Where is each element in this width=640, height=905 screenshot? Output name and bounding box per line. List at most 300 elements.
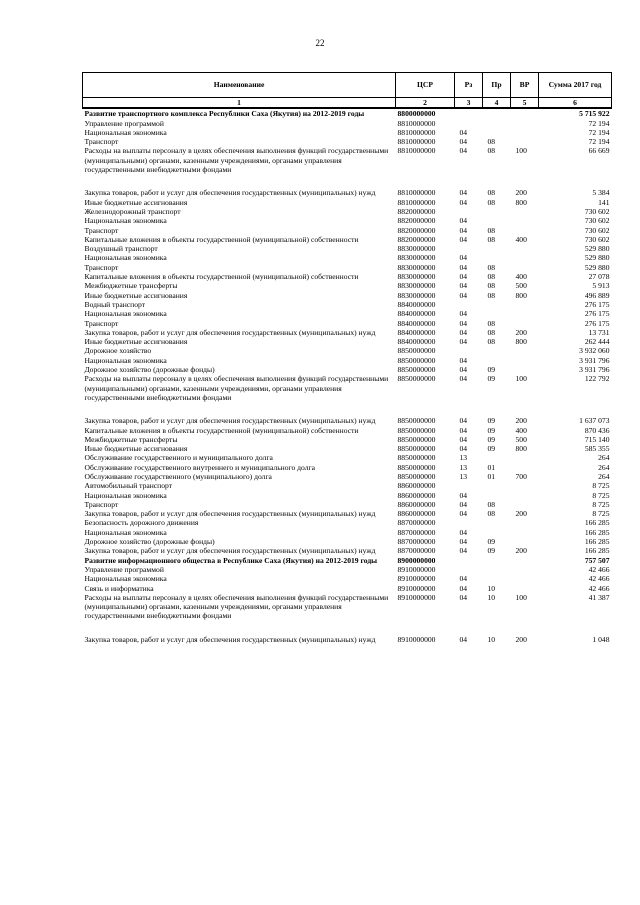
row-name: Иные бюджетные ассигнования (84, 290, 188, 300)
row-rz: 04 (459, 444, 468, 454)
row-vr (511, 453, 539, 462)
budget-table (82, 72, 612, 644)
row-vr: 200 (515, 546, 527, 556)
row-vr (511, 263, 539, 272)
column-number: 2 (396, 98, 455, 109)
table-row (83, 300, 612, 309)
row-csr: 8850000000 (397, 453, 436, 463)
row-pr: 08 (487, 327, 496, 337)
row-name: Национальная экономика (84, 309, 167, 319)
row-pr (483, 119, 511, 128)
row-vr (511, 137, 539, 146)
row-vr (511, 119, 539, 128)
row-name: Национальная экономика (84, 527, 167, 537)
row-csr: 8840000000 (397, 299, 436, 309)
row-name: Водный транспорт (84, 299, 146, 309)
row-rz (455, 518, 483, 527)
row-pr: 09 (487, 416, 496, 426)
row-rz: 04 (459, 281, 468, 291)
row-csr: 8850000000 (397, 444, 436, 454)
row-rz: 04 (459, 546, 468, 556)
row-pr (483, 556, 511, 565)
row-vr: 500 (515, 281, 527, 291)
table-row (83, 565, 612, 574)
row-pr (483, 518, 511, 527)
row-rz: 04 (459, 499, 468, 509)
row-csr: 8910000000 (397, 592, 436, 602)
row-rz: 04 (459, 262, 468, 272)
row-sum: 42 466 (588, 564, 610, 574)
row-name: Национальная экономика (84, 127, 167, 137)
row-rz: 04 (459, 127, 468, 137)
row-rz: 04 (459, 253, 468, 263)
table-row (83, 518, 612, 527)
row-pr: 08 (487, 137, 496, 147)
row-csr: 8810000000 (397, 188, 436, 198)
row-sum: 8 725 (592, 490, 610, 500)
row-pr (483, 108, 511, 118)
row-pr: 08 (487, 499, 496, 509)
row-vr: 200 (515, 416, 527, 426)
row-vr (511, 365, 539, 374)
row-sum: 730 602 (584, 206, 610, 216)
row-pr (483, 528, 511, 537)
row-rz: 04 (459, 574, 468, 584)
table-row (83, 491, 612, 500)
row-sum: 13 731 (588, 327, 610, 337)
table-row (83, 146, 612, 188)
table-row (83, 472, 612, 481)
row-pr (483, 309, 511, 318)
row-csr: 8840000000 (397, 318, 436, 328)
table-row (83, 416, 612, 425)
row-name: Национальная экономика (84, 355, 167, 365)
row-sum: 1 048 (592, 634, 610, 644)
row-csr: 8810000000 (397, 127, 436, 137)
table-header (83, 73, 612, 109)
row-sum: 264 (598, 471, 610, 481)
row-name: Закупка товаров, работ и услуг для обеспечения государственных (муниципальных) нужд (84, 634, 376, 644)
row-csr: 8810000000 (397, 118, 436, 128)
table-row (83, 528, 612, 537)
row-csr: 8870000000 (397, 537, 436, 547)
table-row (83, 435, 612, 444)
header-vr: ВР (511, 73, 539, 98)
row-sum: 5 715 922 (579, 109, 610, 119)
table-row (83, 244, 612, 253)
row-rz: 04 (459, 216, 468, 226)
column-number: 1 (83, 98, 396, 109)
row-pr: 10 (487, 583, 496, 593)
row-name: Связь и информатика (84, 583, 154, 593)
table-row (83, 635, 612, 644)
row-rz: 04 (459, 527, 468, 537)
row-vr (511, 518, 539, 527)
row-pr: 09 (487, 365, 496, 375)
row-csr: 8820000000 (397, 234, 436, 244)
row-pr (483, 244, 511, 253)
row-sum: 3 932 060 (579, 346, 610, 356)
row-csr: 8860000000 (397, 499, 436, 509)
row-pr (483, 300, 511, 309)
row-sum: 276 175 (584, 299, 610, 309)
row-csr: 8910000000 (397, 583, 436, 593)
row-csr: 8830000000 (397, 290, 436, 300)
row-rz: 04 (459, 490, 468, 500)
row-sum: 870 436 (584, 425, 610, 435)
table-row (83, 426, 612, 435)
row-rz: 04 (459, 146, 468, 156)
row-rz: 04 (459, 234, 468, 244)
row-name: Расходы на выплаты персоналу в целях обеспечения выполнения функций государственными (муниципальными) органами, казенными учреждениями, органами управления государственными внебюджетными фондами (84, 592, 389, 621)
row-csr: 8850000000 (397, 425, 436, 435)
row-csr: 8830000000 (397, 281, 436, 291)
row-sum: 276 175 (584, 309, 610, 319)
row-sum: 42 466 (588, 583, 610, 593)
row-name: Транспорт (84, 499, 119, 509)
row-csr: 8860000000 (397, 481, 436, 491)
row-pr (483, 491, 511, 500)
row-name: Железнодорожный транспорт (84, 206, 181, 216)
row-name: Расходы на выплаты персоналу в целях обеспечения выполнения функций государственными (муниципальными) органами, казенными учреждениями, органами управления государственными внебюджетными фондами (84, 374, 389, 402)
header-rz: Рз (455, 73, 483, 98)
row-name: Транспорт (84, 225, 119, 235)
table-row (83, 198, 612, 207)
header-name: Наименование (83, 73, 396, 98)
row-csr: 8910000000 (397, 574, 436, 584)
table-row (83, 207, 612, 216)
row-rz (455, 346, 483, 355)
row-vr: 800 (515, 197, 527, 207)
row-vr (511, 300, 539, 309)
row-sum: 715 140 (584, 434, 610, 444)
row-sum: 122 792 (584, 374, 610, 384)
row-vr: 100 (515, 146, 527, 156)
row-csr: 8840000000 (397, 309, 436, 319)
row-sum: 730 602 (584, 225, 610, 235)
row-pr: 08 (487, 318, 496, 328)
row-csr: 8830000000 (397, 262, 436, 272)
row-name: Национальная экономика (84, 216, 167, 226)
row-rz: 04 (459, 355, 468, 365)
header-row (83, 73, 612, 98)
column-number: 3 (455, 98, 483, 109)
row-csr: 8810000000 (397, 197, 436, 207)
row-csr: 8870000000 (397, 527, 436, 537)
table-row (83, 253, 612, 262)
row-sum: 5 913 (592, 281, 610, 291)
row-vr (511, 574, 539, 583)
row-csr: 8830000000 (397, 272, 436, 282)
table-row (83, 463, 612, 472)
table-row (83, 328, 612, 337)
row-vr (511, 356, 539, 365)
row-pr: 08 (487, 337, 496, 347)
row-vr: 100 (515, 374, 527, 384)
row-sum: 166 285 (584, 537, 610, 547)
row-name: Безопасность дорожного движения (84, 518, 199, 528)
row-rz (455, 481, 483, 490)
row-pr: 09 (487, 425, 496, 435)
row-sum: 529 880 (584, 262, 610, 272)
row-sum: 72 194 (588, 137, 610, 147)
table-row (83, 216, 612, 225)
table-row (83, 444, 612, 453)
row-vr: 400 (515, 272, 527, 282)
row-vr (511, 309, 539, 318)
row-name: Транспорт (84, 137, 119, 147)
row-vr (511, 207, 539, 216)
table-row (83, 319, 612, 328)
row-csr: 8850000000 (397, 355, 436, 365)
row-sum: 757 507 (584, 555, 610, 565)
row-sum: 72 194 (588, 127, 610, 137)
row-vr: 200 (515, 634, 527, 644)
row-pr (483, 216, 511, 225)
row-rz: 04 (459, 634, 468, 644)
table-row (83, 263, 612, 272)
table-row (83, 309, 612, 318)
row-vr (511, 319, 539, 328)
row-rz: 04 (459, 272, 468, 282)
column-number: 6 (539, 98, 612, 109)
table-row (83, 235, 612, 244)
row-pr (483, 128, 511, 137)
row-rz (455, 300, 483, 309)
row-sum: 730 602 (584, 216, 610, 226)
row-csr: 8850000000 (397, 374, 436, 384)
row-csr: 8850000000 (397, 434, 436, 444)
table-row (83, 374, 612, 416)
row-sum: 264 (598, 462, 610, 472)
row-rz (455, 244, 483, 253)
row-name: Иные бюджетные ассигнования (84, 337, 188, 347)
row-vr: 200 (515, 188, 527, 198)
row-name: Закупка товаров, работ и услуг для обеспечения государственных (муниципальных) нужд (84, 327, 376, 337)
table-row (83, 453, 612, 462)
table-row (83, 356, 612, 365)
row-rz (455, 565, 483, 574)
row-rz: 04 (459, 583, 468, 593)
row-rz: 04 (459, 197, 468, 207)
row-rz: 13 (459, 471, 468, 481)
row-sum: 41 387 (588, 592, 610, 602)
row-vr: 800 (515, 337, 527, 347)
row-name: Межбюджетные трансферты (84, 434, 178, 444)
row-vr (511, 463, 539, 472)
row-vr (511, 584, 539, 593)
row-sum: 496 889 (584, 290, 610, 300)
row-rz: 04 (459, 374, 468, 384)
row-rz: 04 (459, 318, 468, 328)
row-sum: 166 285 (584, 546, 610, 556)
row-rz: 04 (459, 592, 468, 602)
row-sum: 585 355 (584, 444, 610, 454)
page-number: 22 (315, 38, 325, 48)
row-vr (511, 500, 539, 509)
row-csr: 8820000000 (397, 225, 436, 235)
row-name: Расходы на выплаты персоналу в целях обеспечения выполнения функций государственными (муниципальными) органами, казенными учреждениями, органами управления государственными внебюджетными фондами (84, 146, 389, 175)
row-vr: 200 (515, 509, 527, 519)
row-vr (511, 565, 539, 574)
row-sum: 3 931 796 (579, 355, 610, 365)
row-vr (511, 346, 539, 355)
row-csr: 8850000000 (397, 365, 436, 375)
row-sum: 262 444 (584, 337, 610, 347)
table-row (83, 337, 612, 346)
row-name: Обслуживание государственного (муниципального) долга (84, 471, 272, 481)
row-csr: 8860000000 (397, 490, 436, 500)
row-rz: 04 (459, 309, 468, 319)
row-sum: 166 285 (584, 527, 610, 537)
row-pr (483, 207, 511, 216)
table-row (83, 500, 612, 509)
row-name: Межбюджетные трансферты (84, 281, 178, 291)
table-row (83, 537, 612, 546)
row-name: Иные бюджетные ассигнования (84, 197, 188, 207)
row-csr: 8870000000 (397, 518, 436, 528)
row-rz: 04 (459, 537, 468, 547)
header-pr: Пр (483, 73, 511, 98)
row-csr: 8840000000 (397, 327, 436, 337)
row-name: Обслуживание государственного внутреннего и муниципального долга (84, 462, 315, 472)
row-vr (511, 556, 539, 565)
table-body (83, 108, 612, 644)
row-rz: 04 (459, 434, 468, 444)
row-csr: 8850000000 (397, 346, 436, 356)
row-pr: 01 (487, 471, 496, 481)
row-pr: 09 (487, 537, 496, 547)
row-sum: 264 (598, 453, 610, 463)
row-name: Обслуживание государственного и муниципального долга (84, 453, 273, 463)
row-vr: 500 (515, 434, 527, 444)
row-csr: 8800000000 (397, 109, 436, 119)
row-name: Автомобильный транспорт (84, 481, 173, 491)
row-pr: 09 (487, 546, 496, 556)
row-sum: 730 602 (584, 234, 610, 244)
table-row (83, 509, 612, 518)
row-pr: 08 (487, 262, 496, 272)
row-rz: 04 (459, 416, 468, 426)
row-vr: 200 (515, 327, 527, 337)
row-pr: 09 (487, 374, 496, 384)
row-pr (483, 565, 511, 574)
row-vr (511, 481, 539, 490)
row-pr: 09 (487, 434, 496, 444)
row-name: Закупка товаров, работ и услуг для обеспечения государственных (муниципальных) нужд (84, 416, 376, 426)
row-name: Транспорт (84, 262, 119, 272)
row-name: Капитальные вложения в объекты государственной (муниципальной) собственности (84, 425, 359, 435)
row-vr: 800 (515, 444, 527, 454)
table-row (83, 119, 612, 128)
row-rz (455, 119, 483, 128)
row-vr: 400 (515, 425, 527, 435)
row-pr: 08 (487, 272, 496, 282)
table-row (83, 226, 612, 235)
row-csr: 8900000000 (397, 555, 436, 565)
row-rz: 04 (459, 327, 468, 337)
row-sum: 276 175 (584, 318, 610, 328)
row-name: Капитальные вложения в объекты государственной (муниципальной) собственности (84, 234, 359, 244)
table-row (83, 128, 612, 137)
row-pr: 08 (487, 146, 496, 156)
row-sum: 141 (598, 197, 610, 207)
row-name: Закупка товаров, работ и услуг для обеспечения государственных (муниципальных) нужд (84, 546, 376, 556)
row-csr: 8910000000 (397, 634, 436, 644)
table-row (83, 556, 612, 565)
row-csr: 8810000000 (397, 137, 436, 147)
table-row (83, 574, 612, 583)
row-rz: 04 (459, 290, 468, 300)
row-name: Развитие информационного общества в Республике Саха (Якутия) на 2012-2019 годы (84, 555, 378, 565)
row-csr: 8840000000 (397, 337, 436, 347)
row-csr: 8870000000 (397, 546, 436, 556)
table-row (83, 281, 612, 290)
row-rz: 04 (459, 425, 468, 435)
row-sum: 1 637 073 (579, 416, 610, 426)
row-pr: 08 (487, 281, 496, 291)
table-row (83, 546, 612, 555)
row-rz (455, 556, 483, 565)
row-pr: 08 (487, 225, 496, 235)
row-pr: 08 (487, 290, 496, 300)
row-vr (511, 528, 539, 537)
row-pr: 08 (487, 197, 496, 207)
row-vr (511, 244, 539, 253)
row-pr: 10 (487, 634, 496, 644)
row-csr: 8830000000 (397, 253, 436, 263)
row-csr: 8910000000 (397, 564, 436, 574)
row-name: Транспорт (84, 318, 119, 328)
row-name: Дорожное хозяйство (84, 346, 152, 356)
row-name: Дорожное хозяйство (дорожные фонды) (84, 537, 215, 547)
row-name: Управление программой (84, 564, 164, 574)
header-sum: Сумма 2017 год (539, 73, 612, 98)
row-csr: 8820000000 (397, 216, 436, 226)
row-sum: 3 931 796 (579, 365, 610, 375)
row-pr: 08 (487, 188, 496, 198)
row-sum: 66 669 (588, 146, 610, 156)
row-csr: 8820000000 (397, 206, 436, 216)
row-rz: 04 (459, 137, 468, 147)
row-sum: 8 725 (592, 499, 610, 509)
table-row (83, 481, 612, 490)
table-row (83, 584, 612, 593)
row-csr: 8860000000 (397, 509, 436, 519)
row-name: Национальная экономика (84, 490, 167, 500)
row-pr: 09 (487, 444, 496, 454)
column-number-row (83, 98, 612, 109)
row-vr (511, 108, 539, 118)
row-rz: 04 (459, 225, 468, 235)
row-vr (511, 491, 539, 500)
row-rz: 13 (459, 453, 468, 463)
table-row (83, 137, 612, 146)
row-sum: 5 384 (592, 188, 610, 198)
table-row (83, 593, 612, 635)
row-vr (511, 128, 539, 137)
row-csr: 8810000000 (397, 146, 436, 156)
row-sum: 8 725 (592, 481, 610, 491)
row-csr: 8850000000 (397, 471, 436, 481)
column-number: 4 (483, 98, 511, 109)
row-csr: 8830000000 (397, 244, 436, 254)
row-vr: 100 (515, 592, 527, 602)
row-sum: 72 194 (588, 118, 610, 128)
row-name: Воздушный транспорт (84, 244, 158, 254)
row-pr (483, 574, 511, 583)
row-name: Иные бюджетные ассигнования (84, 444, 188, 454)
